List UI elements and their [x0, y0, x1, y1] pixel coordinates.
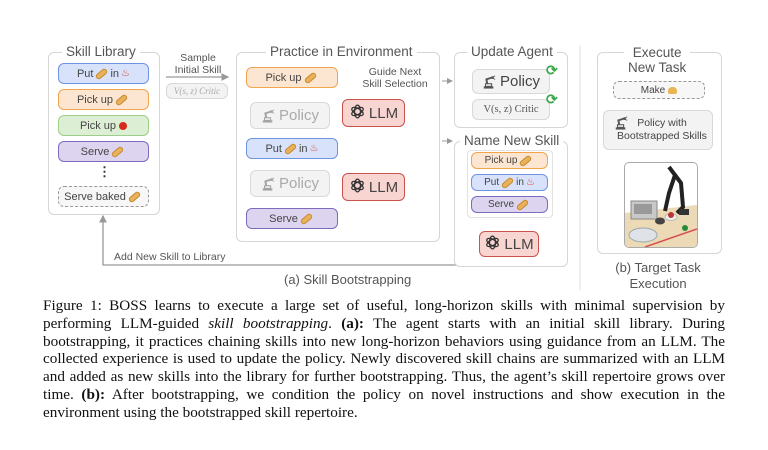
name-new-skill-title: Name New Skill	[460, 134, 563, 148]
library-skill-serve-bread: Serve	[58, 141, 149, 162]
robot-arm-icon	[261, 109, 275, 123]
subcaption-a: (a) Skill Bootstrapping	[284, 272, 412, 287]
practice-step-pick-up: Pick up	[246, 67, 338, 88]
update-critic-box: V(s, z) Critic	[472, 99, 550, 120]
bread-icon	[284, 142, 298, 155]
instruction-make-burger: Make	[613, 81, 705, 99]
guide-next-skill-label: Guide Next Skill Selection	[362, 66, 428, 90]
subcaption-b: (b) Target Task Execution	[615, 260, 701, 291]
figure-caption: Figure 1: BOSS learns to execute a large set of useful, long-horizon skills with minimal supervision by performing LLM-guided skill bootstrapping. (a): The agent starts with an initial skill library. During bootstrapping, it practices chaining skills into new long-horizon behaviors using guidance from an LLM. The collected experience is used to update the policy. Newly discovered skill chains are summarized with an LLM and added as new skills into the library for further bootstrapping. Thus, the agent’s skill repertoire grows over time. (b): After bootstrapping, we condition the policy on novel instructions and show execution in the environment using the bootstrapped skill repertoire.	[43, 297, 725, 421]
bread-icon	[519, 154, 533, 167]
pot-icon: ♨	[121, 68, 131, 79]
refresh-icon: ⟳	[546, 91, 558, 107]
robot-arm-icon	[261, 177, 275, 191]
chain-skill-put-in: Put in ♨	[471, 174, 548, 191]
library-skill-pick-up-apple: Pick up	[58, 115, 149, 136]
execute-title: Execute New Task	[624, 45, 690, 75]
openai-logo-icon	[349, 103, 366, 124]
practice-llm-1: LLM	[342, 99, 405, 127]
pot-icon: ♨	[525, 177, 535, 188]
skill-library-title: Skill Library	[62, 45, 140, 59]
robot-arm-icon	[482, 75, 496, 89]
library-new-skill-serve-baked: Serve baked	[58, 186, 149, 207]
update-agent-title: Update Agent	[467, 45, 557, 59]
openai-logo-icon	[484, 234, 501, 255]
apple-icon	[119, 122, 127, 130]
bread-icon	[127, 190, 141, 203]
library-skill-put-bread-in-pot: Put in ♨	[58, 63, 149, 84]
bread-icon	[111, 145, 125, 158]
name-skill-llm: LLM	[479, 231, 539, 257]
openai-logo-icon	[349, 177, 366, 198]
policy-bootstrapped-box: Policy with Bootstrapped Skills	[603, 110, 713, 150]
practice-step-serve: Serve	[246, 208, 338, 229]
burger-icon	[668, 87, 677, 94]
chain-skill-serve: Serve	[471, 196, 548, 213]
practice-step-put-in: Put in ♨	[246, 138, 338, 159]
update-policy-box: Policy	[472, 69, 550, 94]
robot-execution-photo	[624, 162, 698, 248]
chain-skill-pick-up: Pick up	[471, 152, 548, 169]
bread-icon	[95, 67, 109, 80]
bread-icon	[303, 71, 317, 84]
bread-icon	[115, 93, 129, 106]
bread-icon	[501, 176, 515, 189]
critic-box-faded: V(s, z) Critic	[166, 83, 228, 99]
more-skills-ellipsis: ⋮	[98, 164, 111, 179]
practice-llm-2: LLM	[342, 173, 405, 201]
add-new-skill-label: Add New Skill to Library	[114, 251, 226, 263]
practice-title: Practice in Environment	[266, 45, 417, 59]
pot-icon: ♨	[309, 143, 319, 154]
robot-arm-icon	[614, 116, 628, 130]
refresh-icon: ⟳	[546, 62, 558, 78]
bread-icon	[299, 212, 313, 225]
practice-policy-1: Policy	[250, 102, 330, 129]
bread-icon	[516, 198, 530, 211]
sample-initial-skill-label: Sample Initial Skill	[174, 52, 222, 76]
practice-policy-2: Policy	[250, 170, 330, 197]
library-skill-pick-up-bread: Pick up	[58, 89, 149, 110]
